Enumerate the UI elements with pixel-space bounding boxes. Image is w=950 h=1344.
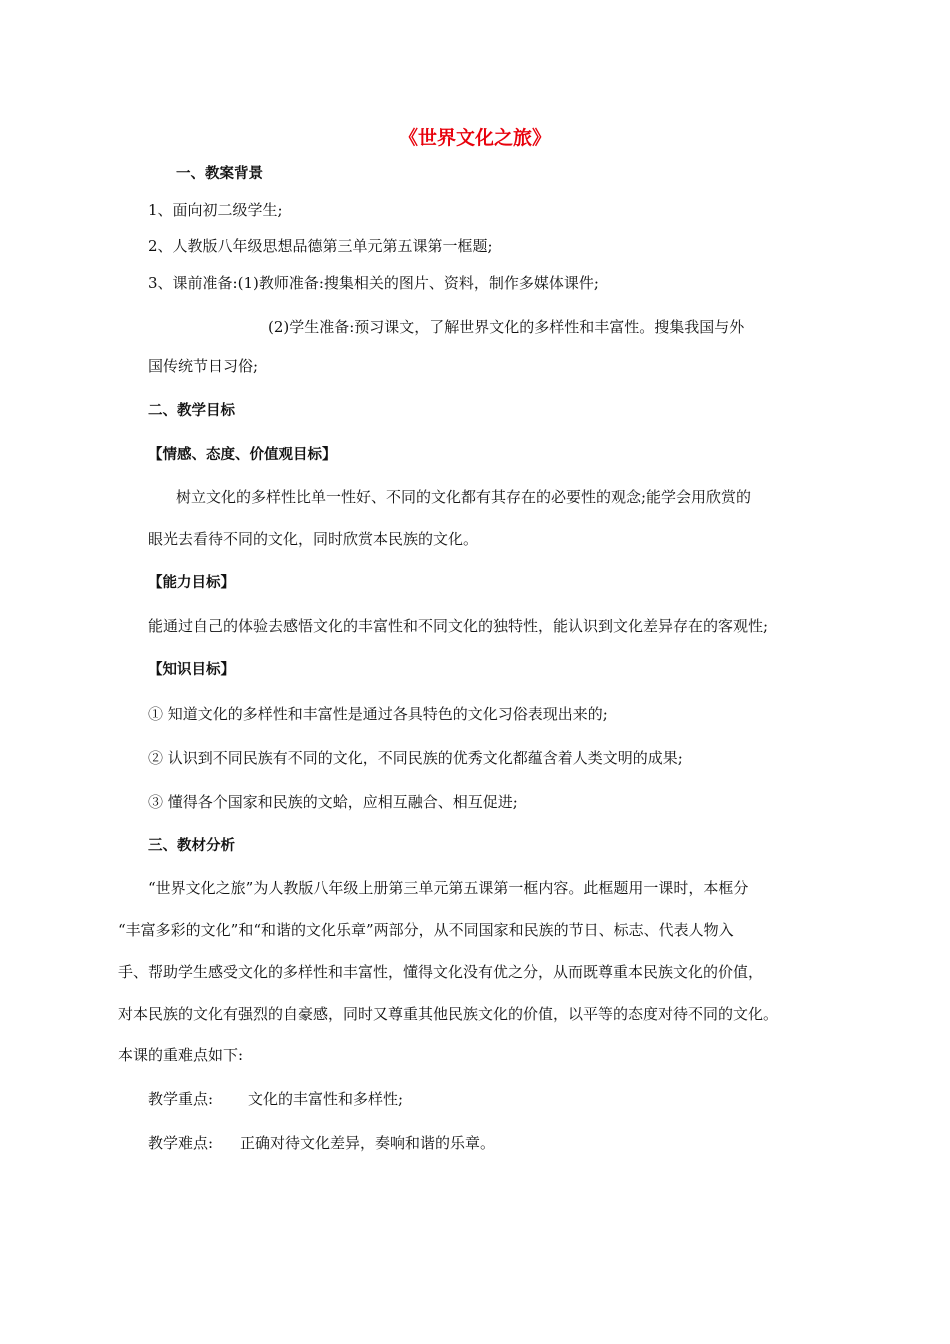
- knowledge-objective-1: ① 知道文化的多样性和丰富性是通过各具特色的文化习俗表现出来的;: [148, 705, 608, 723]
- analysis-line-3: 手、帮助学生感受文化的多样性和丰富性，懂得文化没有优之分，从而既尊重本民族文化的价值，: [118, 963, 764, 981]
- section-heading-analysis: 三、教材分析: [148, 838, 235, 854]
- knowledge-objective-2: ② 认识到不同民族有不同的文化，不同民族的优秀文化都蕴含着人类文明的成果;: [148, 749, 683, 767]
- background-line-1: 1、面向初二级学生;: [148, 201, 283, 219]
- difficult-point-label: 教学难点:: [148, 1134, 214, 1152]
- ability-objective-line: 能通过自己的体验去感悟文化的丰富性和不同文化的独特性，能认识到文化差异存在的客观性;: [148, 617, 769, 635]
- emotion-objective-heading: 【情感、态度、价值观目标】: [148, 447, 337, 463]
- emotion-objective-line-2: 眼光去看待不同的文化，同时欣赏本民族的文化。: [148, 530, 479, 548]
- background-line-2: 2、人教版八年级思想品德第三单元第五课第一框题;: [148, 237, 493, 255]
- ability-objective-heading: 【能力目标】: [148, 575, 235, 591]
- section-heading-background: 一、教案背景: [176, 166, 263, 182]
- analysis-line-2: “丰富多彩的文化”和“和谐的文化乐章”两部分，从不同国家和民族的节日、标志、代表人物入: [118, 921, 734, 939]
- analysis-line-4: 对本民族的文化有强烈的自豪感，同时又尊重其他民族文化的价值，以平等的态度对待不同的文化。: [118, 1005, 779, 1023]
- background-line-5: 国传统节日习俗;: [148, 357, 259, 375]
- knowledge-objective-heading: 【知识目标】: [148, 662, 235, 678]
- emotion-objective-line-1: 树立文化的多样性比单一性好、不同的文化都有其存在的必要性的观念;能学会用欣赏的: [176, 488, 752, 506]
- document-title: 《世界文化之旅》: [398, 127, 551, 149]
- knowledge-objective-3: ③ 懂得各个国家和民族的文蛤，应相互融合、相互促进;: [148, 793, 518, 811]
- analysis-line-1: “世界文化之旅”为人教版八年级上册第三单元第五课第一框内容。此框题用一课时，本框分: [148, 879, 749, 897]
- difficult-point-value: 正确对待文化差异，奏响和谐的乐章。: [240, 1134, 496, 1152]
- key-point-value: 文化的丰富性和多样性;: [248, 1090, 404, 1108]
- section-heading-objectives: 二、教学目标: [148, 403, 235, 419]
- background-line-4: (2)学生准备:预习课文，了解世界文化的多样性和丰富性。搜集我国与外: [268, 318, 745, 336]
- key-point-label: 教学重点:: [148, 1090, 214, 1108]
- background-line-3: 3、课前准备:(1)教师准备:搜集相关的图片、资料，制作多媒体课件;: [148, 274, 599, 292]
- analysis-line-5: 本课的重难点如下:: [118, 1046, 244, 1064]
